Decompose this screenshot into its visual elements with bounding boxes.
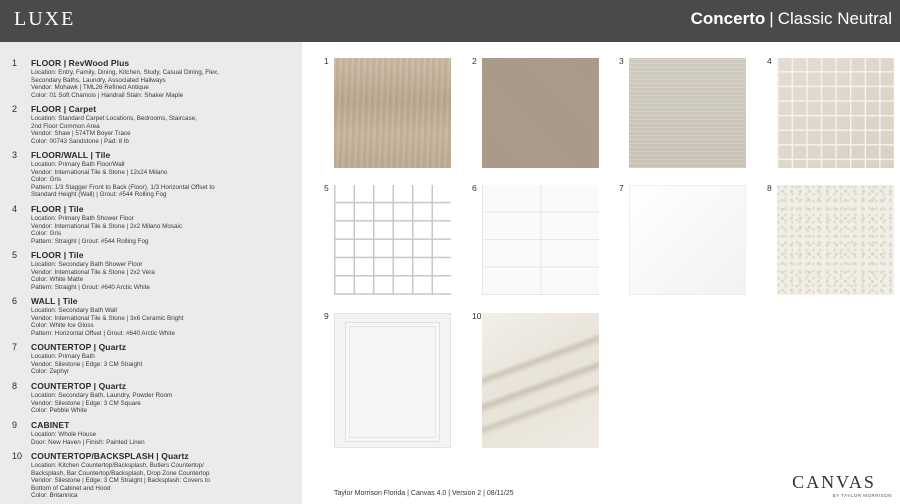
selection-detail: Color: Gris [31,230,62,238]
selection-detail: Location: Primary Bath Floor/Wall [31,161,125,168]
selection-title: CABINET [31,420,70,430]
collection-name: Concerto [690,9,766,28]
cabinet-door-swatch [334,313,451,448]
selection-detail: Vendor: International Tile & Stone | 2x2 Vera [31,268,155,276]
selection-number: 6 [12,296,18,306]
swatch-number: 5 [324,183,329,193]
wood-floor-swatch [334,58,451,168]
swatch-number: 6 [472,183,477,193]
canvas-logo-word: CANVAS [792,472,876,492]
cabinet-panel [345,322,440,442]
selection-detail: Pattern: Straight | Grout: #640 Arctic White [31,283,150,291]
selection-title: WALL | Tile [31,296,78,306]
selection-title: FLOOR | Tile [31,250,84,260]
selection-title: FLOOR | Carpet [31,104,97,114]
selection-title: COUNTERTOP/BACKSPLASH | Quartz [31,451,189,461]
selection-title: FLOOR/WALL | Tile [31,150,111,160]
selection-detail: Vendor: Shaw | 574TM Boyer Trace [31,130,131,138]
quartz-swatch [777,185,894,295]
selection-detail: Location: Whole House [31,431,97,438]
subway-tile-swatch [482,185,599,295]
selection-detail: Color: Pebble White [31,407,87,415]
selection-detail: Vendor: International Tile & Stone | 2x2 Milano Mosaic [31,222,183,230]
selection-detail: Color: White Matte [31,276,84,284]
selection-detail: Vendor: Silestone | Edge: 3 CM Straight [31,360,143,368]
selection-title: FLOOR | Tile [31,204,84,214]
selection-number: 8 [12,381,18,391]
carpet-swatch [482,58,599,168]
selection-detail: Vendor: Mohawk | TML26 Refined Antique [31,84,149,92]
selection-detail: Location: Primary Bath [31,353,95,360]
selection-detail: Vendor: International Tile & Stone | 12x24 Milano [31,168,168,176]
selection-detail: Color: 00743 Sandstone | Pad: 8 lb [31,137,129,145]
selection-detail: Door: New Haven | Finish: Painted Linen [31,438,145,446]
mosaic-tile-swatch [777,58,894,168]
selection-detail: Location: Entry, Family, Dining, Kitchen, Study, Casual Dining, Flex, [31,69,219,76]
selection-detail: Color: Zephyr [31,368,70,376]
selection-detail: Backsplash, Bar Countertop/Backsplash, Drop Zone Countertop [31,469,210,477]
collection-separator: | [769,9,774,28]
selection-detail: Location: Secondary Bath, Laundry, Powder Room [31,392,173,399]
selection-detail: Secondary Baths, Laundry, Associated Hallways [31,76,166,84]
selection-number: 1 [12,58,18,68]
selection-title: FLOOR | RevWood Plus [31,58,130,68]
canvas-logo-subtitle: BY TAYLOR MORRISON [832,493,892,498]
selection-detail: Location: Secondary Bath Wall [31,307,117,314]
collection-title [691,9,892,29]
swatch-number: 9 [324,311,329,321]
selection-detail: Location: Kitchen Countertop/Backsplash, Butlers Countertop/ [31,462,204,469]
quartz-swatch [629,185,746,295]
selection-list [0,42,302,504]
selection-detail: Color: White Ice Gloss [31,322,94,330]
selection-detail: Standard Height (Wall) | Grout: #544 Rolling Fog [31,191,167,199]
quartz-backsplash-swatch [482,313,599,448]
selection-detail: Location: Primary Bath Shower Floor [31,215,134,222]
selection-detail: Location: Secondary Bath Shower Floor [31,261,143,268]
selection-detail: Pattern: 1/3 Stagger Front to Back (Floor), 1/3 Horizontal Offset to [31,183,215,191]
selection-detail: Pattern: Horizontal Offset | Grout: #640 Arctic White [31,329,175,337]
selection-detail: Pattern: Straight | Grout: #544 Rolling Fog [31,237,149,245]
selection-number: 10 [12,451,23,461]
header-bar [0,0,900,42]
selection-number: 5 [12,250,18,260]
selection-detail: Color: Britannica [31,492,78,500]
selection-number: 9 [12,420,18,430]
selection-detail: 2nd Floor Common Area [31,122,100,130]
selection-title: COUNTERTOP | Quartz [31,381,127,391]
swatch-number: 1 [324,56,329,66]
white-tile-swatch [334,185,451,295]
selection-number: 2 [12,104,18,114]
tile-swatch [629,58,746,168]
selection-number: 4 [12,204,18,214]
selection-number: 3 [12,150,18,160]
selection-detail: Location: Standard Carpet Locations, Bedrooms, Staircase, [31,115,197,122]
collection-style: Classic Neutral [777,9,892,28]
footer-text: Taylor Morrison Florida | Canvas 4.0 | Version 2 | 08/11/25 [334,490,514,497]
swatch-number: 4 [767,56,772,66]
swatch-number: 3 [619,56,624,66]
brand-logo: LUXE [14,8,76,30]
selection-detail: Bottom of Cabinet and Hood [31,484,111,492]
selection-title: COUNTERTOP | Quartz [31,342,127,352]
selection-detail: Color: 01 Soft Chamois | Handrail Stain: Shaker Maple [31,91,184,99]
selection-detail: Vendor: Silestone | Edge: 3 CM Square [31,399,141,407]
selection-detail: Vendor: International Tile & Stone | 3x6 Ceramic Bright [31,314,184,322]
swatch-number: 8 [767,183,772,193]
selection-detail: Vendor: Silestone | Edge: 3 CM Straight | Backsplash: Covers to [31,477,210,485]
swatch-number: 2 [472,56,477,66]
selection-detail: Color: Gris [31,176,62,184]
selection-number: 7 [12,342,18,352]
canvas-logo [772,472,896,502]
swatch-number: 7 [619,183,624,193]
swatch-number: 10 [472,311,482,321]
